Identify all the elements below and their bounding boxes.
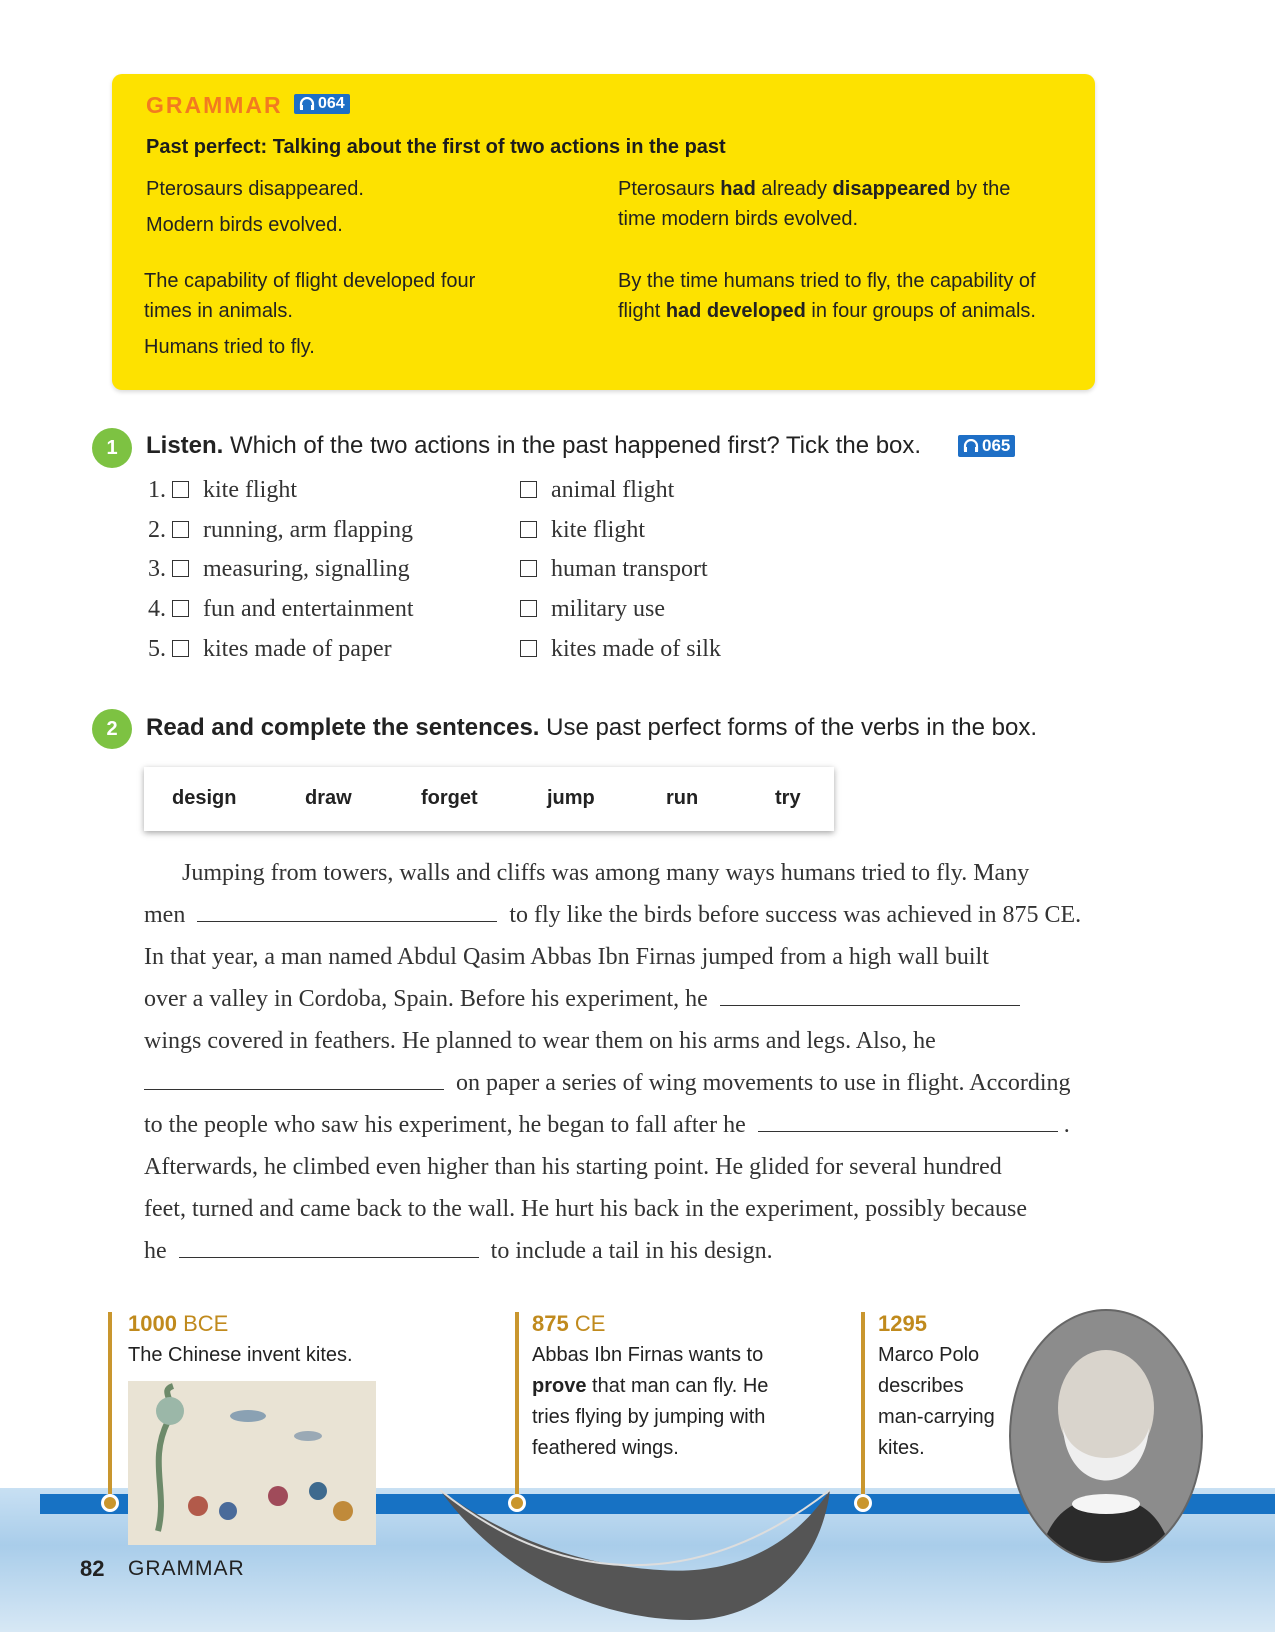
checkbox[interactable] xyxy=(520,481,537,498)
answer-blank[interactable] xyxy=(197,895,497,922)
checkbox[interactable] xyxy=(172,600,189,617)
grammar-subtitle: Past perfect: Talking about the first of two actions in the past xyxy=(146,136,726,158)
timeline-text: The Chinese invent kites. xyxy=(128,1344,353,1366)
checkbox[interactable] xyxy=(520,640,537,657)
timeline-marker xyxy=(508,1494,526,1512)
list-item: 5. kites made of paper xyxy=(148,636,392,662)
answer-blank[interactable] xyxy=(179,1231,479,1258)
answer-blank[interactable] xyxy=(144,1063,444,1090)
list-item: 1. kite flight xyxy=(148,477,297,503)
word-box-item: try xyxy=(775,787,801,809)
list-item: animal flight xyxy=(520,477,674,504)
checkbox[interactable] xyxy=(172,481,189,498)
list-item: 4. fun and entertainment xyxy=(148,596,414,622)
answer-blank[interactable] xyxy=(758,1105,1058,1132)
list-item: kites made of silk xyxy=(520,636,721,663)
exercise-2-instruction: Read and complete the sentences. Use past perfect forms of the verbs in the box. xyxy=(146,714,1038,741)
timeline-year: 875 CE xyxy=(532,1311,606,1336)
example-right-2: By the time humans tried to fly, the capability of flight had developed in four groups of animals. xyxy=(618,270,1036,322)
list-item: 3. measuring, signalling xyxy=(148,556,410,582)
verb-word-box xyxy=(144,767,834,831)
audio-track-number: 064 xyxy=(318,95,345,112)
word-box-item: jump xyxy=(547,787,595,809)
timeline-line xyxy=(515,1312,519,1502)
list-item: 2. running, arm flapping xyxy=(148,517,413,543)
word-box-item: draw xyxy=(305,787,352,809)
chinese-kite-painting xyxy=(128,1381,376,1545)
exercise-1-audio-badge[interactable]: 065 xyxy=(958,435,1015,457)
word-box-item: forget xyxy=(421,787,478,809)
example-right-1: Pterosaurs had already disappeared by the time modern birds evolved. xyxy=(618,178,1011,230)
headphones-icon xyxy=(963,439,979,453)
list-item: human transport xyxy=(520,556,708,583)
marco-polo-portrait xyxy=(1008,1308,1204,1564)
example-left-2: The capability of flight developed four times in animals. Humans tried to fly. xyxy=(144,270,476,358)
word-box-item: run xyxy=(666,787,699,809)
checkbox[interactable] xyxy=(172,521,189,538)
reading-passage: Jumping from towers, walls and cliffs was among many ways humans tried to fly. Many men to fly like the birds before success was achieved in 875 CE. In that year, a man named Abdul Qasim Abbas Ibn Firnas jumped from a high wall built over a valley in Cordoba, Spain. Before his experiment, he wings covered in feathers. He planned to wear them on his arms and legs. Also, he on paper a series of wing movements to use in flight. According to the people who saw his experiment, he began to fall after he . Afterwards, he climbed even higher than his starting point. He glided for several hundred feet, turned and came back to the wall. He hurt his back in the experiment, possibly because he to include a tail in his design. xyxy=(144,860,1082,1264)
example-left-1: Pterosaurs disappeared. Modern birds evolved. xyxy=(146,178,364,236)
exercise-2-number: 2 xyxy=(92,709,132,749)
timeline-text: Abbas Ibn Firnas wants to prove that man can fly. He tries flying by jumping with feathered wings. xyxy=(532,1344,769,1459)
answer-blank[interactable] xyxy=(720,979,1020,1006)
headphones-icon xyxy=(299,97,315,111)
feather-image xyxy=(430,1470,850,1632)
checkbox[interactable] xyxy=(172,640,189,657)
timeline-line xyxy=(108,1312,112,1502)
audio-track-badge[interactable] xyxy=(294,94,350,114)
page-number: 82 xyxy=(80,1556,105,1581)
timeline-line xyxy=(861,1312,865,1502)
timeline-year: 1295 xyxy=(878,1311,927,1336)
page-section-label: GRAMMAR xyxy=(128,1557,245,1580)
checkbox[interactable] xyxy=(172,560,189,577)
word-box-item: design xyxy=(172,787,237,809)
timeline-text: Marco Polo describes man-carrying kites. xyxy=(878,1344,995,1459)
timeline-marker xyxy=(854,1494,872,1512)
checkbox[interactable] xyxy=(520,560,537,577)
timeline-marker xyxy=(101,1494,119,1512)
grammar-title: GRAMMAR xyxy=(146,92,283,118)
timeline-year: 1000 BCE xyxy=(128,1311,229,1336)
exercise-1-instruction: Listen. Which of the two actions in the past happened first? Tick the box. xyxy=(146,432,922,459)
grammar-box xyxy=(112,74,1095,390)
exercise-1-number: 1 xyxy=(92,428,132,468)
list-item: kite flight xyxy=(520,517,645,544)
checkbox[interactable] xyxy=(520,521,537,538)
checkbox[interactable] xyxy=(520,600,537,617)
list-item: military use xyxy=(520,596,665,623)
